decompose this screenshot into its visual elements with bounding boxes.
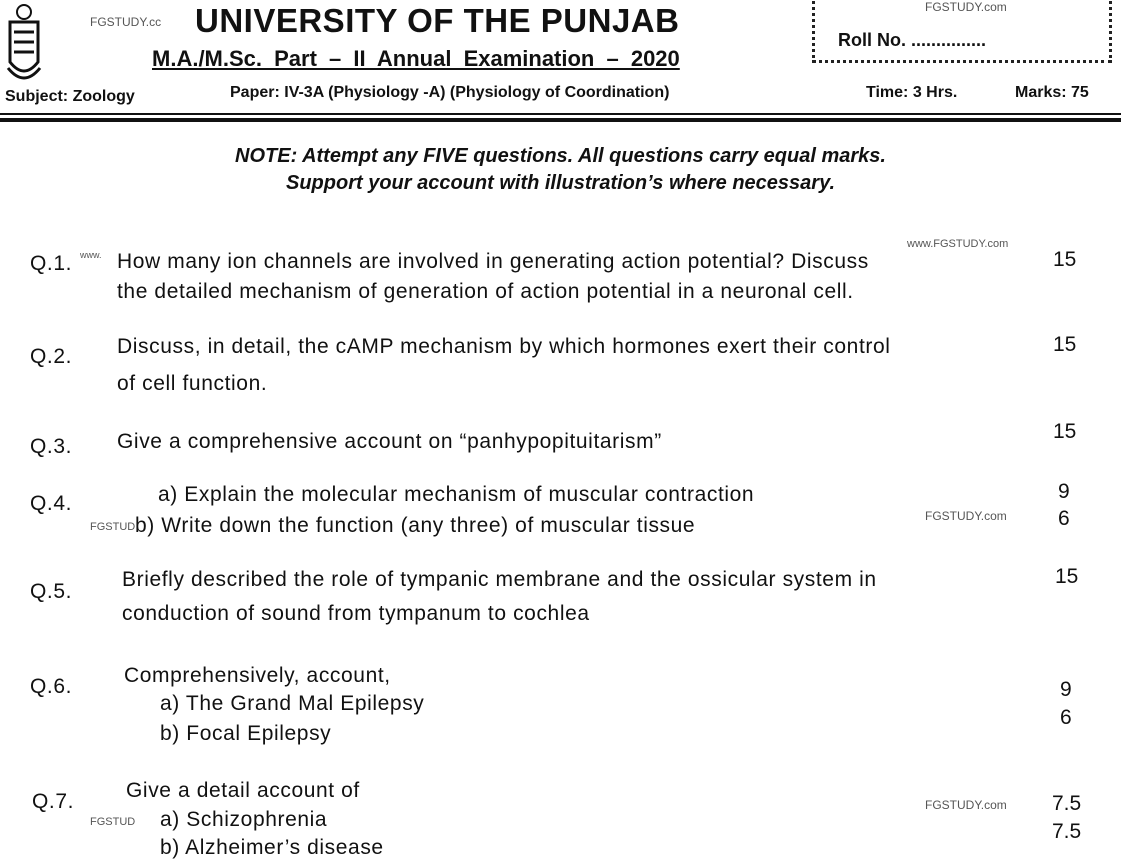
question-marks: 6 — [1060, 706, 1072, 729]
subject: Subject: Zoology — [5, 88, 135, 105]
note-line-2: Support your account with illustration’s where necessary. — [285, 172, 836, 194]
question-text: Briefly described the role of tympanic membrane and the ossicular system in — [122, 568, 877, 591]
note-line-1: NOTE: Attempt any FIVE questions. All questions carry equal marks. — [235, 145, 886, 167]
watermark: www. — [80, 250, 102, 260]
question-number: Q.5. — [30, 580, 73, 603]
question-marks: 15 — [1053, 420, 1077, 443]
university-title: UNIVERSITY OF THE PUNJAB — [195, 2, 680, 39]
question-text: Comprehensively, account, — [124, 664, 391, 687]
watermark: www.FGSTUDY.com — [907, 238, 1009, 250]
divider — [0, 118, 1121, 122]
question-marks: 7.5 — [1052, 820, 1082, 843]
question-number: Q.2. — [30, 345, 73, 368]
question-text: Give a detail account of — [126, 779, 360, 802]
question-text: How many ion channels are involved in generating action potential? Discuss — [117, 250, 869, 273]
question-marks: 15 — [1053, 333, 1077, 356]
watermark: FGSTUDY.com — [925, 509, 1007, 523]
watermark: FGSTUDY.com — [925, 798, 1007, 812]
question-marks: 9 — [1060, 678, 1072, 701]
question-marks: 15 — [1055, 565, 1079, 588]
question-marks: 7.5 — [1052, 792, 1082, 815]
question-text: conduction of sound from tympanum to cochlea — [122, 602, 590, 625]
question-text: a) Explain the molecular mechanism of muscular contraction — [158, 483, 755, 506]
question-text: Discuss, in detail, the cAMP mechanism by which hormones exert their control — [117, 335, 891, 358]
watermark: FGSTUDY.cc — [90, 15, 162, 29]
divider — [0, 113, 1121, 115]
question-text: b) Alzheimer’s disease — [160, 836, 384, 859]
time: Time: 3 Hrs. — [866, 84, 958, 101]
question-number: Q.7. — [32, 790, 75, 813]
question-text: Give a comprehensive account on “panhypopituitarism” — [117, 430, 662, 453]
question-text: b) Focal Epilepsy — [160, 722, 332, 745]
question-text: a) Schizophrenia — [160, 808, 328, 831]
question-number: Q.3. — [30, 435, 73, 458]
question-number: Q.6. — [30, 675, 73, 698]
question-marks: 9 — [1058, 480, 1070, 503]
question-number: Q.4. — [30, 492, 73, 515]
question-text: of cell function. — [117, 372, 268, 395]
roll-number-label: Roll No. ............... — [838, 30, 987, 50]
watermark: FGSTUD — [90, 816, 136, 828]
question-text: b) Write down the function (any three) of muscular tissue — [135, 514, 696, 537]
question-text: a) The Grand Mal Epilepsy — [160, 692, 425, 715]
total-marks: Marks: 75 — [1015, 84, 1089, 101]
watermark: FGSTUDY.com — [925, 0, 1007, 14]
exam-title: M.A./M.Sc. Part – II Annual Examination – 2020 — [152, 46, 680, 71]
question-marks: 6 — [1058, 507, 1070, 530]
question-text: the detailed mechanism of generation of action potential in a neuronal cell. — [117, 280, 854, 303]
university-crest-logo — [4, 2, 44, 84]
question-number: Q.1. — [30, 252, 73, 275]
watermark: FGSTUD — [90, 521, 136, 533]
question-marks: 15 — [1053, 248, 1077, 271]
paper: Paper: IV-3A (Physiology -A) (Physiology of Coordination) — [230, 84, 670, 101]
